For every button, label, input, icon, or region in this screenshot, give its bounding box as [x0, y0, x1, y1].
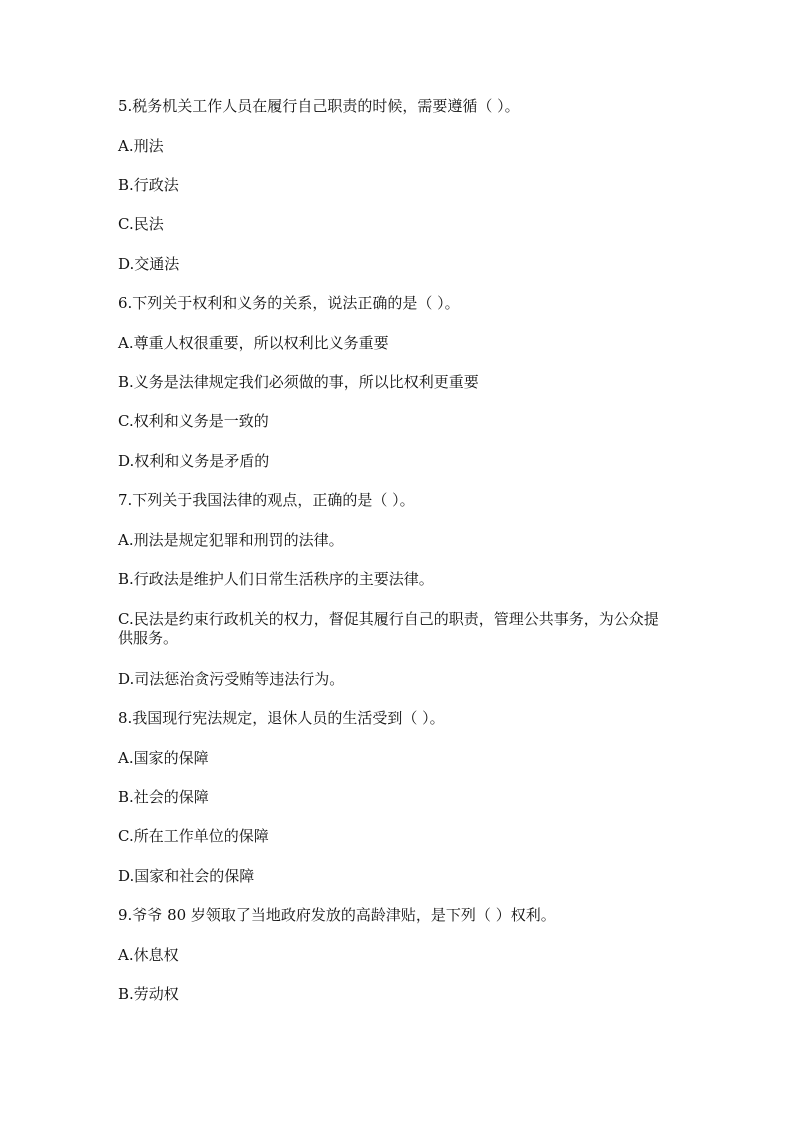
question-8-option-b: B.社会的保障	[118, 788, 209, 806]
question-5-option-a: A.刑法	[118, 137, 164, 155]
question-7-option-d: D.司法惩治贪污受贿等违法行为。	[118, 670, 345, 688]
question-8-option-c: C.所在工作单位的保障	[118, 827, 269, 845]
question-5-stem: 5.税务机关工作人员在履行自己职责的时候，需要遵循（ ）。	[118, 97, 520, 115]
question-7-option-b: B.行政法是维护人们日常生活秩序的主要法律。	[118, 570, 434, 588]
question-8-option-d: D.国家和社会的保障	[118, 867, 255, 885]
question-9-option-a: A.休息权	[118, 946, 179, 964]
question-5-option-d: D.交通法	[118, 255, 180, 273]
question-6-option-b: B.义务是法律规定我们必须做的事，所以比权利更重要	[118, 373, 479, 391]
question-7-stem: 7.下列关于我国法律的观点，正确的是（ ）。	[118, 491, 415, 509]
question-7-option-c: C.民法是约束行政机关的权力，督促其履行自己的职责，管理公共事务，为公众提供服务。	[118, 610, 659, 647]
question-6-option-a: A.尊重人权很重要，所以权利比义务重要	[118, 334, 389, 352]
question-6-stem: 6.下列关于权利和义务的关系，说法正确的是（ ）。	[118, 294, 460, 312]
question-8-stem: 8.我国现行宪法规定，退休人员的生活受到（ ）。	[118, 709, 445, 727]
question-5-option-b: B.行政法	[118, 176, 179, 194]
question-5-option-c: C.民法	[118, 215, 164, 233]
question-8-option-a: A.国家的保障	[118, 749, 209, 767]
question-9-stem: 9.爷爷 80 岁领取了当地政府发放的高龄津贴，是下列（ ）权利。	[118, 906, 556, 924]
question-9-option-b: B.劳动权	[118, 985, 179, 1003]
question-6-option-d: D.权利和义务是矛盾的	[118, 452, 270, 470]
question-6-option-c: C.权利和义务是一致的	[118, 412, 269, 430]
question-7-option-a: A.刑法是规定犯罪和刑罚的法律。	[118, 531, 344, 549]
